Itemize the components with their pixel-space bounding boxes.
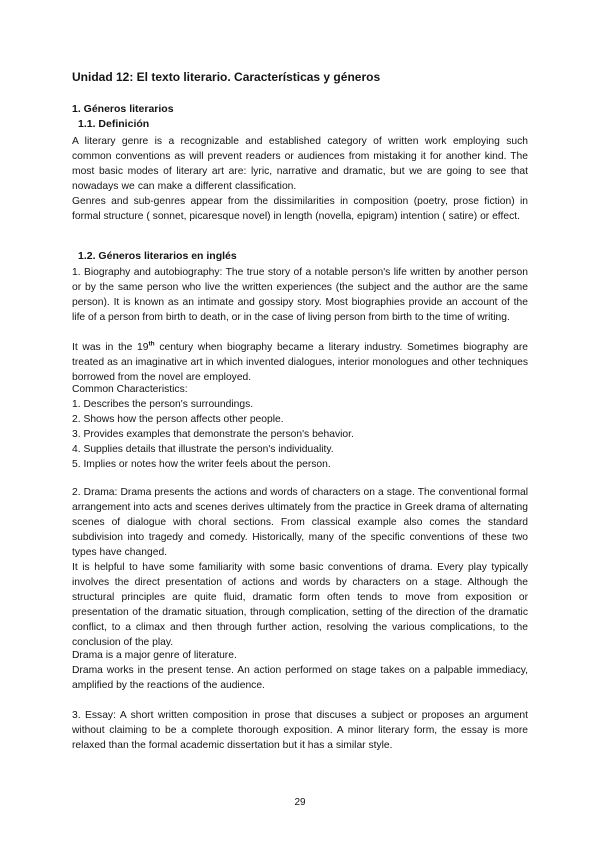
- page-number: 29: [294, 797, 306, 808]
- characteristics-label: Common Characteristics:: [72, 384, 188, 395]
- list-item: 3. Provides examples that demonstrate the person's behavior.: [72, 429, 354, 440]
- biography-p2-end: century when biography became a literary industry. Sometimes biography are treated as an imaginative art in which invented dialogues, interior monologues and other techniques borrowed from the novel are employed.: [72, 342, 528, 383]
- definition-paragraph-1: A literary genre is a recognizable and established category of written work employing such common conventions as will prevent readers or audiences from mistaking it for another kind. The most basic modes of literary art are: lyric, narrative and dramatic, but we are going to see that nowadays we can make a different classification.: [72, 136, 528, 192]
- drama-paragraph-3: Drama is a major genre of literature.: [72, 650, 237, 661]
- characteristics-list: [72, 382, 528, 472]
- page-title: Unidad 12: El texto literario. Características y géneros: [72, 70, 381, 84]
- biography-paragraph-2: [72, 340, 528, 385]
- subsection-heading-generos-ingles: 1.2. Géneros literarios en inglés: [78, 250, 237, 262]
- drama-paragraph-4: Drama works in the present tense. An action performed on stage takes on a palpable immediacy, amplified by the reactions of the audience.: [72, 665, 528, 691]
- list-item: 2. Shows how the person affects other people.: [72, 414, 284, 425]
- superscript-th: th: [148, 340, 155, 348]
- biography-p2-start: It was in the 19: [72, 342, 149, 353]
- list-item: 4. Supplies details that illustrate the person's individuality.: [72, 444, 334, 455]
- biography-paragraph-1: 1. Biography and autobiography: The true story of a notable person's life written by another person or by the same person who live the written experiences (the subject and the author are the same person). It is known as an intimate and gossipy story. Most biographies provide an account of the life of a person from birth to death, or in the case of living person from birth to the time of writing.: [72, 267, 528, 323]
- essay-paragraph: 3. Essay: A short written composition in prose that discuses a subject or proposes an argument without claiming to be a complete thorough exposition. A minor literary form, the essay is more relaxed than the formal academic dissertation but it has a similar style.: [72, 710, 528, 751]
- section-heading-generos: 1. Géneros literarios: [72, 103, 174, 115]
- drama-paragraph-1: 2. Drama: Drama presents the actions and words of characters on a stage. The conventional formal arrangement into acts and scenes derives ultimately from the practice in Greek drama of alternating scenes of dialogue with choral sections. From classical example also comes the standard subdivision into tragedy and comedy. Historically, many of the specific conventions of these two types have changed.: [72, 487, 528, 558]
- definition-paragraph-2: Genres and sub-genres appear from the dissimilarities in composition (poetry, prose fiction) in formal structure ( sonnet, picaresque novel) in length (novella, epigram) intention ( satire) or effect.: [72, 196, 528, 222]
- drama-paragraph-2: It is helpful to have some familiarity with some basic conventions of drama. Every play typically involves the direct presentation of actions and words by characters on a stage. Although the structural principles are quite fluid, dramatic form often tends to move from exposition or presentation of the dramatic situation, through complication, setting of the direction of the dramatic conflict, to a climax and then through further action, resolving the various complications, to the conclusion of the play.: [72, 562, 528, 648]
- subsection-heading-definicion: 1.1. Definición: [78, 118, 150, 130]
- list-item: 1. Describes the person's surroundings.: [72, 399, 254, 410]
- list-item: 5. Implies or notes how the writer feels about the person.: [72, 459, 331, 470]
